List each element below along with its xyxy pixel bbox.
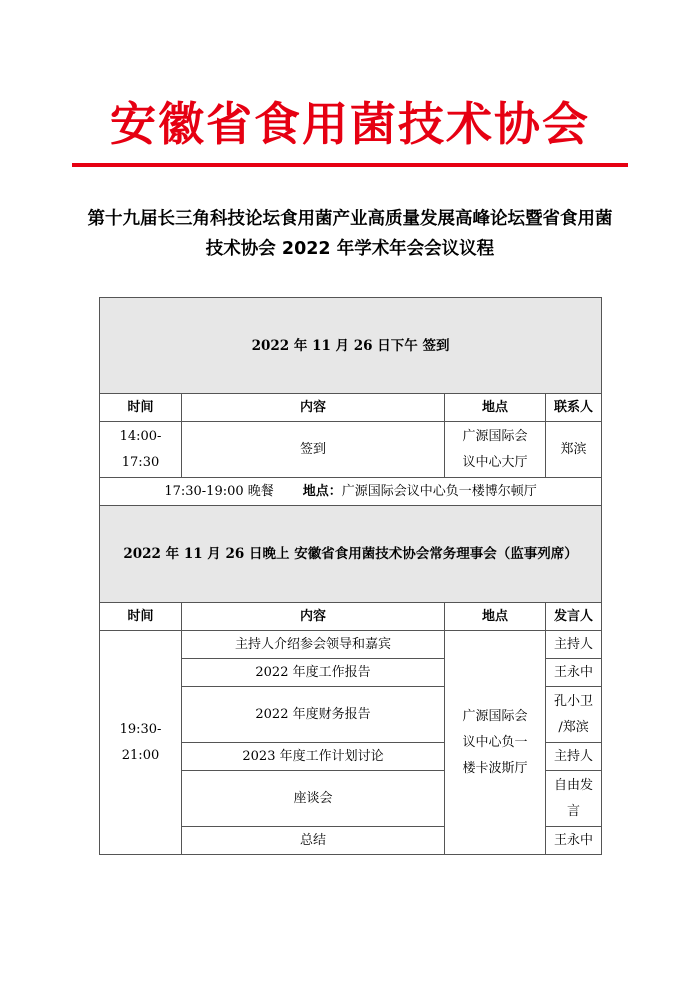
speaker-line: 孔小卫 [554,693,594,709]
place-line: 广源国际会 [462,428,528,444]
item-content: 2023 年度工作计划讨论 [182,743,445,771]
col-speaker: 发言人 [546,603,602,631]
item-content: 2022 年度财务报告 [182,687,445,743]
item-speaker: 王永中 [546,659,602,687]
speaker-line: 自由发 [554,777,594,793]
org-name-heading: 安徽省食用菌技术协会 [110,97,590,151]
item-speaker [546,687,602,743]
dinner-info [100,478,602,506]
dinner-place-label: 地点： [302,483,342,499]
row-contact: 郑滨 [546,422,602,478]
item-speaker: 主持人 [546,743,602,771]
row-content: 签到 [182,422,445,478]
item-speaker: 王永中 [546,827,602,855]
section2-heading-row [100,506,602,603]
item-content: 主持人介绍参会领导和嘉宾 [182,631,445,659]
dinner-text: 17:30-19:00 晚餐 [164,483,274,499]
title-line-2: 技术协会 2022 年学术年会会议议程 [205,239,495,259]
col-place: 地点 [445,394,546,422]
dinner-place-value: 广源国际会议中心负一楼博尔顿厅 [341,483,537,499]
item-content: 2022 年度工作报告 [182,659,445,687]
place-line: 广源国际会 [462,708,528,724]
agenda-table [99,297,602,855]
section1-heading-row [100,298,602,394]
item-content: 座谈会 [182,771,445,827]
place-line: 议中心负一 [462,734,528,750]
col-content: 内容 [182,394,445,422]
dinner-row [100,478,602,506]
item-speaker [546,771,602,827]
table-row [100,631,602,659]
section2-column-header [100,603,602,631]
title-line-1: 第十九届长三角科技论坛食用菌产业高质量发展高峰论坛暨省食用菌 [87,209,613,229]
place-line: 楼卡波斯厅 [462,760,528,776]
section1-column-header [100,394,602,422]
place-line: 议中心大厅 [462,454,528,470]
section2-heading: 2022 年 11 月 26 日晚上 安徽省食用菌技术协会常务理事会（监事列席） [100,506,602,603]
session-time: 19:30-21:00 [100,631,182,855]
col-place: 地点 [445,603,546,631]
col-contact: 联系人 [546,394,602,422]
col-time: 时间 [100,603,182,631]
row-time: 14:00-17:30 [100,422,182,478]
speaker-line: /郑滨 [558,719,589,735]
item-speaker: 主持人 [546,631,602,659]
section1-heading: 2022 年 11 月 26 日下午 签到 [100,298,602,394]
document-title [70,204,630,264]
red-divider [72,163,628,167]
speaker-line: 言 [567,803,581,819]
col-time: 时间 [100,394,182,422]
item-content: 总结 [182,827,445,855]
table-row [100,422,602,478]
session-place [445,631,546,855]
row-place [445,422,546,478]
col-content: 内容 [182,603,445,631]
